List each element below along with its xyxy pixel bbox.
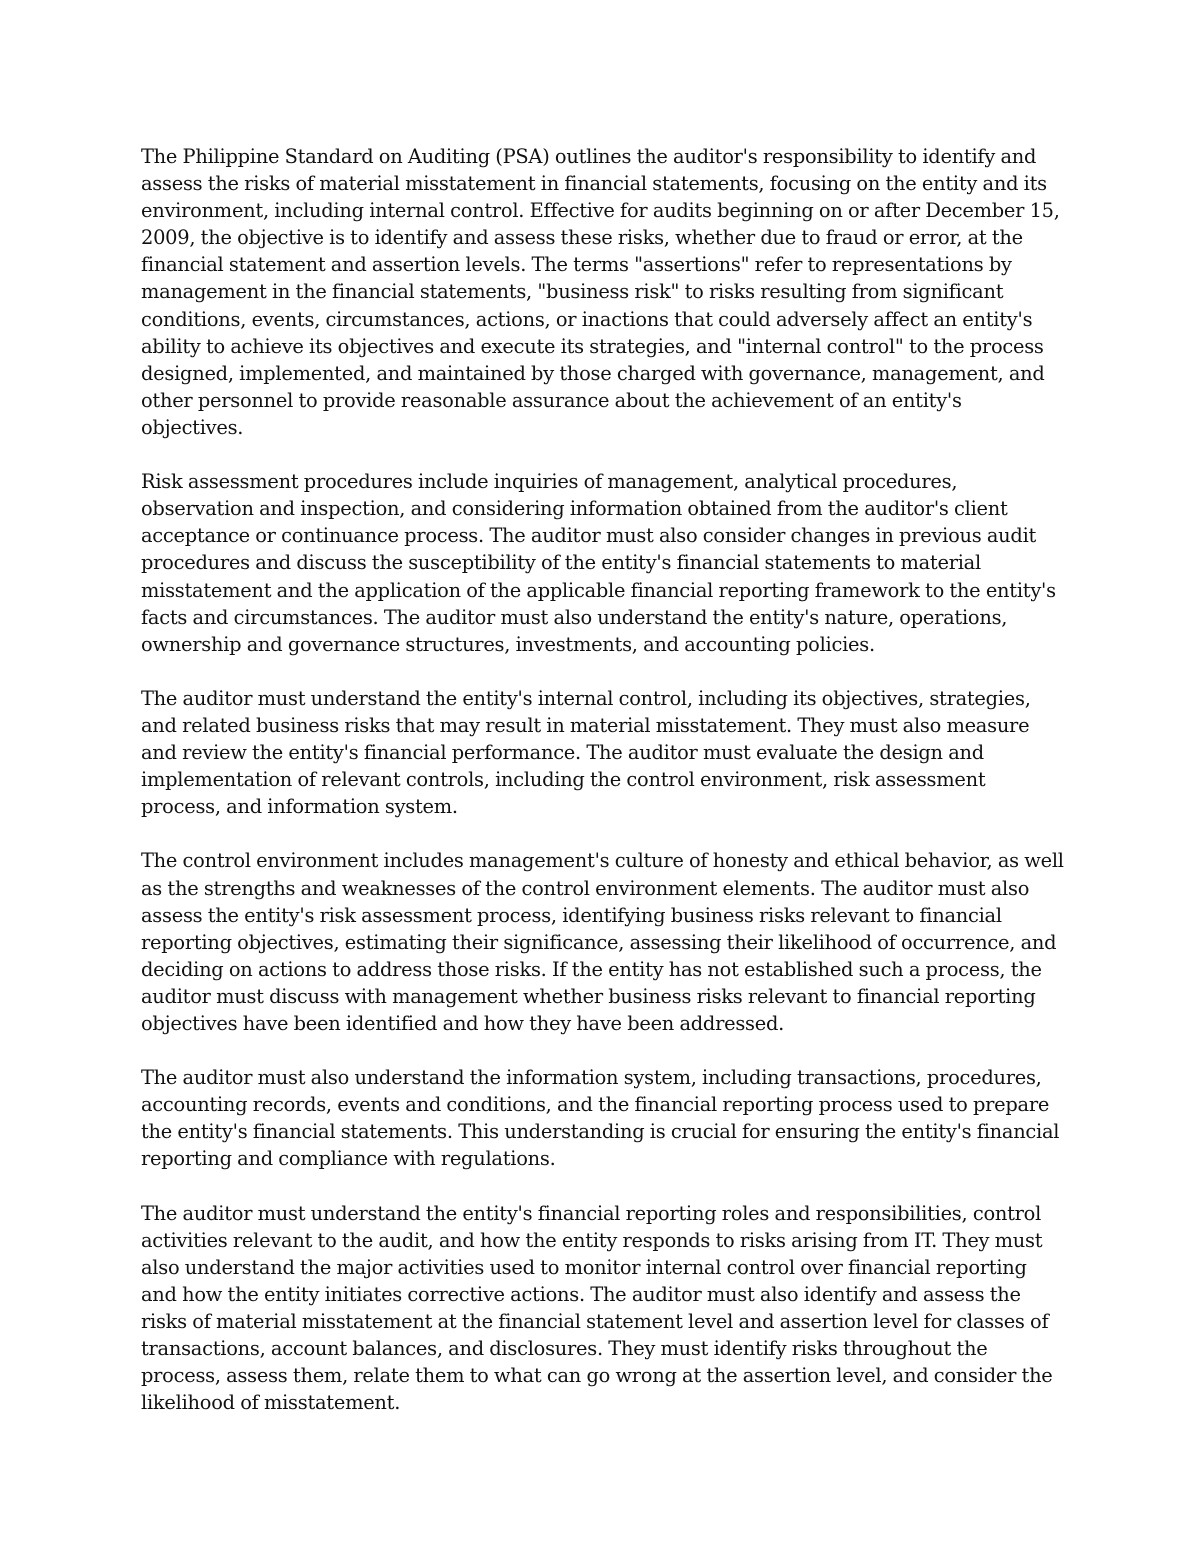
paragraph-psa-overview: The Philippine Standard on Auditing (PSA) outlines the auditor's responsibility to identify and assess the risks of material misstatement in financial statements, focusing on the entity and its environment, including internal control. Effective for audits beginning on or after December 15, 2009, the objective is to identify and assess these risks, whether due to fraud or error, at the financial statement and assertion levels. The terms "assertions" refer to representations by management in the financial statements, "business risk" to risks resulting from significant conditions, events, circumstances, actions, or inactions that could adversely affect an entity's ability to achieve its objectives and execute its strategies, and "internal control" to the process designed, implemented, and maintained by those charged with governance, management, and other personnel to provide reasonable assurance about the achievement of an entity's objectives. bbox=[141, 145, 1060, 439]
paragraph-reporting-roles: The auditor must understand the entity's financial reporting roles and responsibilities, control activities relevant to the audit, and how the entity responds to risks arising from IT. They must also understand the major activities used to monitor internal control over financial reporting and how the entity initiates corrective actions. The auditor must also identify and assess the risks of material misstatement at the financial statement level and assertion level for classes of transactions, account balances, and disclosures. They must identify risks throughout the process, assess them, relate them to what can go wrong at the assertion level, and consider the likelihood of misstatement. bbox=[141, 1201, 1053, 1415]
document-body bbox=[141, 143, 1066, 1444]
paragraph-control-environment: The control environment includes management's culture of honesty and ethical behavior, as well as the strengths and weaknesses of the control environment elements. The auditor must also assess the entity's risk assessment process, identifying business risks relevant to financial reporting objectives, estimating their significance, assessing their likelihood of occurrence, and deciding on actions to address those risks. If the entity has not established such a process, the auditor must discuss with management whether business risks relevant to financial reporting objectives have been identified and how they have been addressed. bbox=[141, 849, 1064, 1035]
paragraph-risk-assessment-procedures: Risk assessment procedures include inquiries of management, analytical procedures, observation and inspection, and considering information obtained from the auditor's client acceptance or continuance process. The auditor must also consider changes in previous audit procedures and discuss the susceptibility of the entity's financial statements to material misstatement and the application of the applicable financial reporting framework to the entity's facts and circumstances. The auditor must also understand the entity's nature, operations, ownership and governance structures, investments, and accounting policies. bbox=[141, 470, 1056, 656]
paragraph-information-system: The auditor must also understand the information system, including transactions, procedures, accounting records, events and conditions, and the financial reporting process used to prepare the entity's financial statements. This understanding is crucial for ensuring the entity's financial reporting and compliance with regulations. bbox=[141, 1066, 1060, 1171]
paragraph-internal-control: The auditor must understand the entity's internal control, including its objectives, strategies, and related business risks that may result in material misstatement. They must also measure and review the entity's financial performance. The auditor must evaluate the design and implementation of relevant controls, including the control environment, risk assessment process, and information system. bbox=[141, 686, 1031, 819]
